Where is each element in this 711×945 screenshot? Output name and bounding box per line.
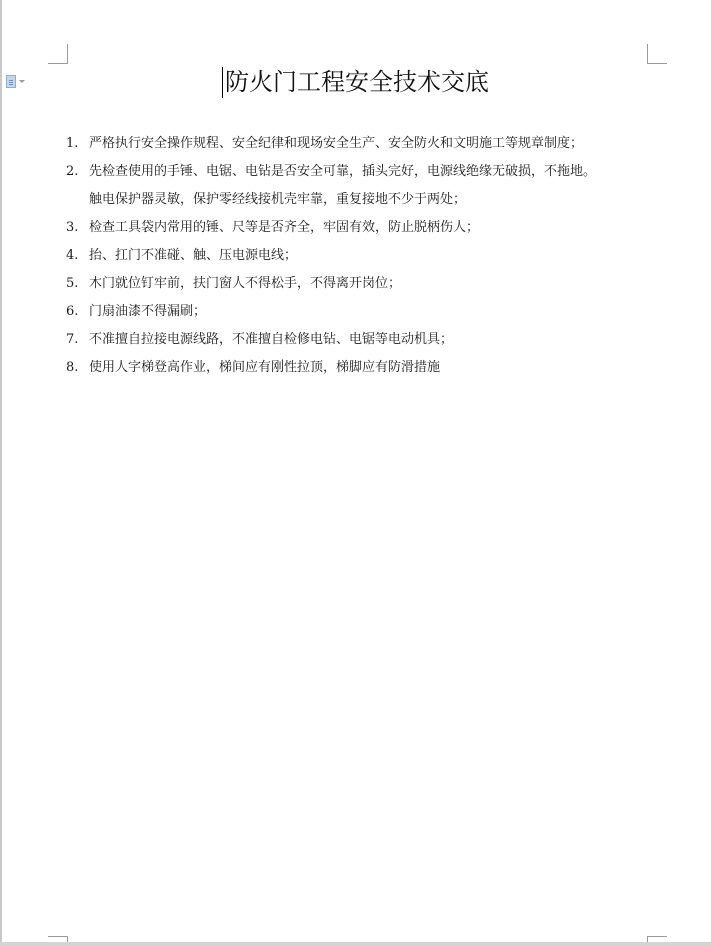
list-number: 7. [66, 332, 79, 347]
crop-mark-bottom-left [48, 936, 68, 942]
list-item [66, 158, 666, 214]
page-left-border [0, 0, 2, 945]
list-item-text: 抬、扛门不准碰、触、压电源电线； [89, 248, 298, 263]
list-number: 1. [66, 136, 79, 151]
text-cursor [222, 67, 223, 98]
list-item-text: 不准擅自拉接电源线路，不准擅自检修电钻、电锯等电动机具； [89, 332, 454, 347]
list-item [66, 298, 666, 326]
crop-mark-top-left [48, 44, 68, 64]
list-item-text: 严格执行安全操作规程、安全纪律和现场安全生产、安全防火和文明施工等规章制度； [89, 136, 584, 151]
safety-rules-list [66, 130, 666, 382]
document-title[interactable] [0, 64, 711, 100]
list-item [66, 270, 666, 298]
list-number: 6. [66, 304, 79, 319]
list-item-text: 木门就位钉牢前，扶门窗人不得松手，不得离开岗位； [89, 276, 402, 291]
crop-mark-bottom-right [647, 936, 667, 942]
list-item-text: 使用人字梯登高作业，梯间应有刚性拉顶，梯脚应有防滑措施 [89, 360, 441, 375]
list-number: 8. [66, 360, 79, 375]
list-item-text: 先检查使用的手锤、电锯、电钻是否安全可靠，插头完好，电源线绝缘无破损，不拖地。 [89, 164, 597, 179]
list-item-text-continued: 触电保护器灵敏，保护零经线接机壳牢靠，重复接地不少于两处； [89, 192, 467, 207]
list-item-text: 门扇油漆不得漏刷； [89, 304, 207, 319]
list-number: 3. [66, 220, 79, 235]
list-item-text: 检查工具袋内常用的锤、尺等是否齐全，牢固有效，防止脱柄伤人； [89, 220, 480, 235]
crop-mark-top-right [647, 44, 667, 64]
list-number: 5. [66, 276, 79, 291]
list-item [66, 130, 666, 158]
list-number: 2. [66, 164, 79, 179]
list-item [66, 214, 666, 242]
title-text: 防火门工程安全技术交底 [225, 68, 489, 96]
list-item [66, 326, 666, 354]
list-item [66, 354, 666, 382]
list-number: 4. [66, 248, 79, 263]
list-item [66, 242, 666, 270]
